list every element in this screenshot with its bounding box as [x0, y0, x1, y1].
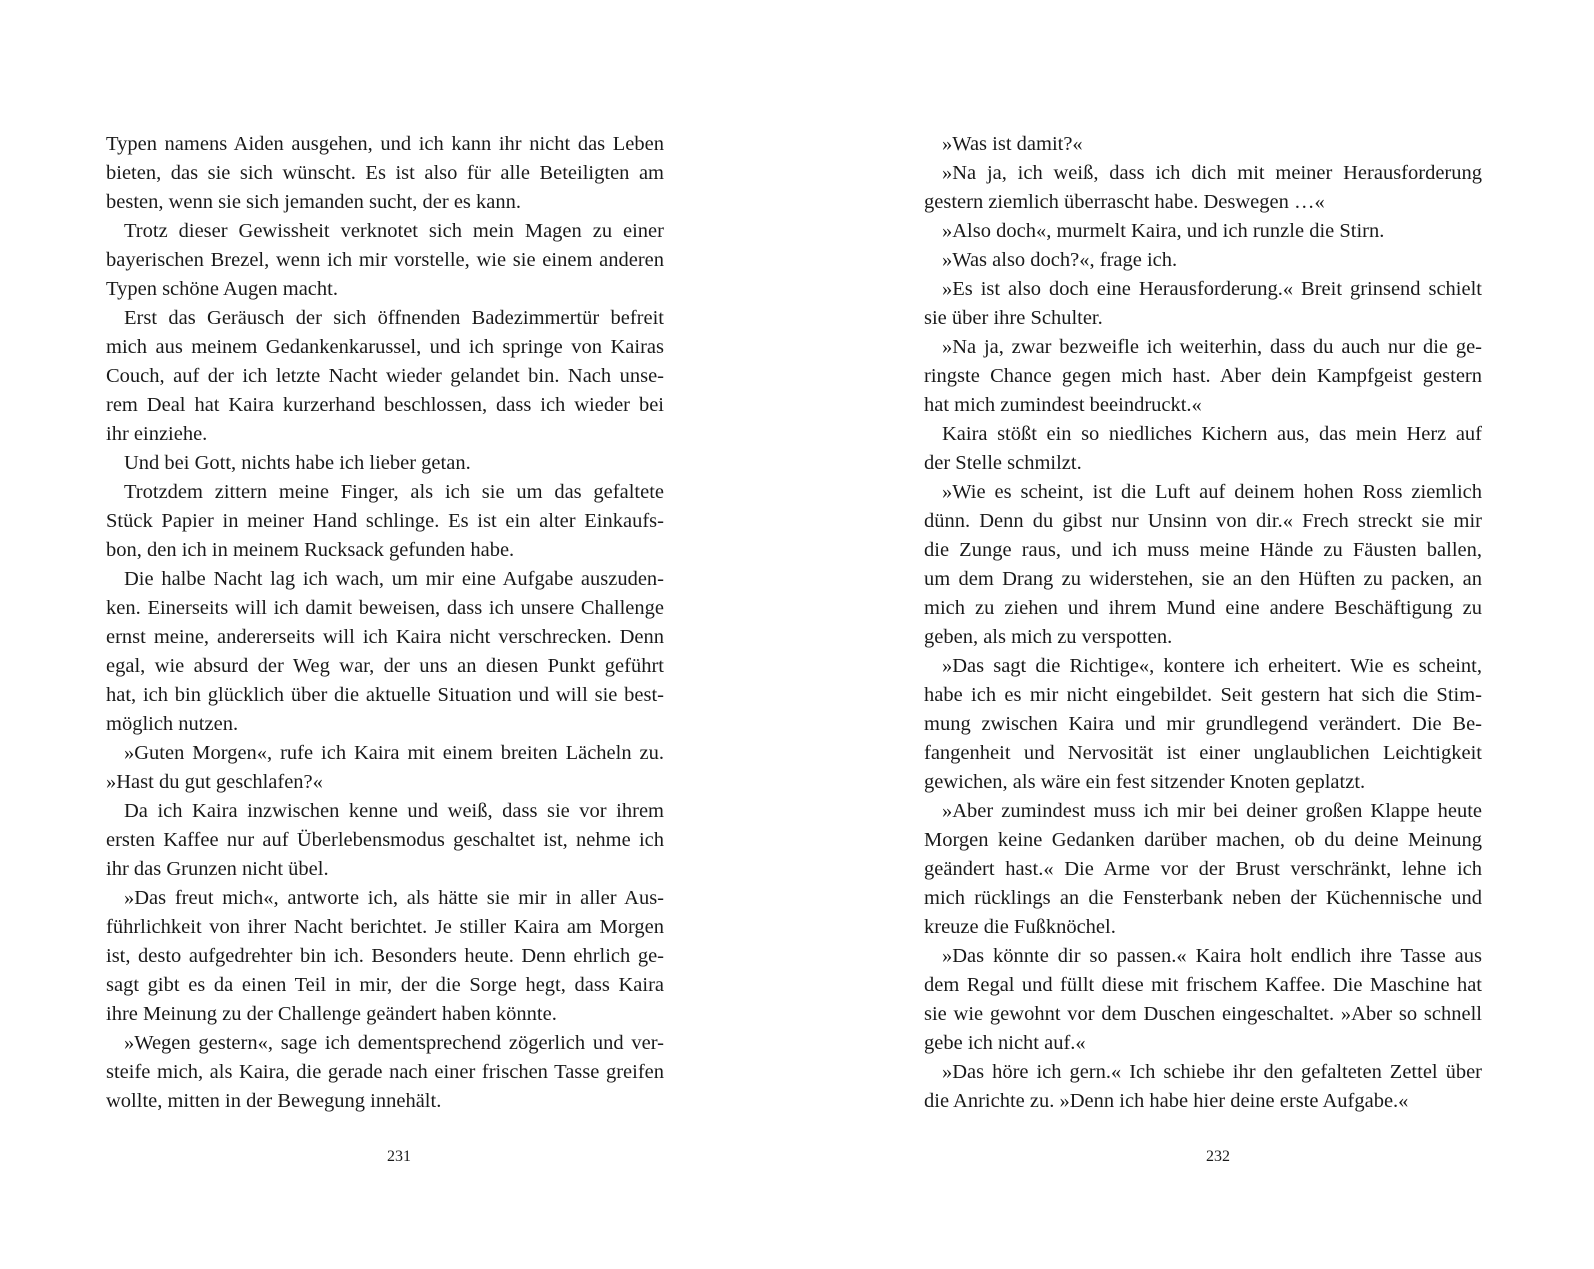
text-line: egal, wie absurd der Weg war, der uns an diesen Punkt geführt	[106, 655, 664, 677]
text-line: ernst meine, andererseits will ich Kaira nicht verschrecken. Denn	[106, 626, 664, 648]
page-number-right: 232	[1206, 1148, 1230, 1165]
left-page-text	[106, 130, 664, 1116]
text-line: ihre Meinung zu der Challenge geändert haben könnte.	[106, 1003, 557, 1025]
text-line: »Guten Morgen«, rufe ich Kaira mit einem breiten Lächeln zu.	[124, 742, 664, 764]
text-line: hat, ich bin glücklich über die aktuelle Situation und will sie best-	[106, 684, 664, 706]
text-line: »Es ist also doch eine Herausforderung.« Breit grinsend schielt	[942, 278, 1482, 300]
text-line: »Na ja, ich weiß, dass ich dich mit meiner Herausforderung	[942, 162, 1482, 184]
text-line: rem Deal hat Kaira kurzerhand beschlossen, dass ich wieder bei	[106, 394, 664, 416]
text-line: »Das könnte dir so passen.« Kaira holt endlich ihre Tasse aus	[942, 945, 1482, 967]
text-line: Kaira stößt ein so niedliches Kichern aus, das mein Herz auf	[942, 423, 1482, 445]
text-line: »Na ja, zwar bezweifle ich weiterhin, dass du auch nur die ge-	[942, 336, 1482, 358]
text-line: Couch, auf der ich letzte Nacht wieder gelandet bin. Nach unse-	[106, 365, 664, 387]
text-line: hat mich zumindest beeindruckt.«	[924, 394, 1202, 416]
text-line: dünn. Denn du gibst nur Unsinn von dir.« Frech streckt sie mir	[924, 510, 1482, 532]
text-line: »Was also doch?«, frage ich.	[942, 249, 1178, 271]
text-line: Stück Papier in meiner Hand schlinge. Es ist ein alter Einkaufs-	[106, 510, 664, 532]
text-line: ihr einziehe.	[106, 423, 208, 445]
text-line: der Stelle schmilzt.	[924, 452, 1082, 474]
text-line: Und bei Gott, nichts habe ich lieber getan.	[124, 452, 471, 474]
text-line: geben, als mich zu verspotten.	[924, 626, 1173, 648]
text-line: »Das freut mich«, antworte ich, als hätte sie mir in aller Aus-	[124, 887, 664, 909]
text-line: ringste Chance gegen mich hast. Aber dein Kampfgeist gestern	[924, 365, 1482, 387]
text-line: sie über ihre Schulter.	[924, 307, 1103, 329]
text-line: sie wie gewohnt vor dem Duschen eingeschaltet. »Aber so schnell	[924, 1003, 1482, 1025]
text-line: ersten Kaffee nur auf Überlebensmodus geschaltet ist, nehme ich	[106, 829, 664, 851]
text-line: sagt gibt es da einen Teil in mir, der die Sorge hegt, dass Kaira	[106, 974, 664, 996]
text-line: gebe ich nicht auf.«	[924, 1032, 1086, 1054]
text-line: Die halbe Nacht lag ich wach, um mir eine Aufgabe auszuden-	[124, 568, 664, 590]
text-line: »Aber zumindest muss ich mir bei deiner großen Klappe heute	[942, 800, 1482, 822]
text-line: steife mich, als Kaira, die gerade nach einer frischen Tasse greifen	[106, 1061, 664, 1083]
text-line: »Wegen gestern«, sage ich dementsprechend zögerlich und ver-	[124, 1032, 664, 1054]
text-line: besten, wenn sie sich jemanden sucht, der es kann.	[106, 191, 522, 213]
text-line: Trotzdem zittern meine Finger, als ich sie um das gefaltete	[124, 481, 664, 503]
text-line: gewichen, als wäre ein fest sitzender Knoten geplatzt.	[924, 771, 1366, 793]
text-line: »Das sagt die Richtige«, kontere ich erheitert. Wie es scheint,	[942, 655, 1482, 677]
text-line: fangenheit und Nervosität ist einer unglaublichen Leichtigkeit	[924, 742, 1482, 764]
text-line: »Also doch«, murmelt Kaira, und ich runzle die Stirn.	[942, 220, 1385, 242]
text-line: mung zwischen Kaira und mir grundlegend verändert. Die Be-	[924, 713, 1482, 735]
text-line: führlichkeit von ihrer Nacht berichtet. Je stiller Kaira am Morgen	[106, 916, 664, 938]
text-line: mich zu ziehen und ihrem Mund eine andere Beschäftigung zu	[924, 597, 1482, 619]
text-line: mich rücklings an die Fensterbank neben der Küchennische und	[924, 887, 1482, 909]
text-line: möglich nutzen.	[106, 713, 239, 735]
text-line: ken. Einerseits will ich damit beweisen, dass ich unsere Challenge	[106, 597, 664, 619]
text-line: gestern ziemlich überrascht habe. Deswegen …«	[924, 191, 1325, 213]
text-line: bon, den ich in meinem Rucksack gefunden habe.	[106, 539, 515, 561]
text-line: die Zunge raus, und ich muss meine Hände zu Fäusten ballen,	[924, 539, 1482, 561]
text-line: »Wie es scheint, ist die Luft auf deinem hohen Ross ziemlich	[942, 481, 1482, 503]
text-line: »Das höre ich gern.« Ich schiebe ihr den gefalteten Zettel über	[942, 1061, 1482, 1083]
text-line: Typen namens Aiden ausgehen, und ich kann ihr nicht das Leben	[106, 133, 664, 155]
text-line: bayerischen Brezel, wenn ich mir vorstelle, wie sie einem anderen	[106, 249, 664, 271]
text-line: Trotz dieser Gewissheit verknotet sich mein Magen zu einer	[124, 220, 664, 242]
text-line: die Anrichte zu. »Denn ich habe hier deine erste Aufgabe.«	[924, 1090, 1409, 1112]
text-line: Typen schöne Augen macht.	[106, 278, 338, 300]
text-line: »Hast du gut geschlafen?«	[106, 771, 323, 793]
text-line: bieten, das sie sich wünscht. Es ist also für alle Beteiligten am	[106, 162, 664, 184]
text-line: habe ich es mir nicht eingebildet. Seit gestern hat sich die Stim-	[924, 684, 1482, 706]
page-number-left: 231	[387, 1148, 411, 1165]
text-line: ist, desto aufgedrehter bin ich. Besonders heute. Denn ehrlich ge-	[106, 945, 664, 967]
text-line: Da ich Kaira inzwischen kenne und weiß, dass sie vor ihrem	[124, 800, 664, 822]
text-line: ihr das Grunzen nicht übel.	[106, 858, 329, 880]
text-line: geändert hast.« Die Arme vor der Brust verschränkt, lehne ich	[924, 858, 1482, 880]
text-line: dem Regal und füllt diese mit frischem Kaffee. Die Maschine hat	[924, 974, 1482, 996]
text-line: kreuze die Fußknöchel.	[924, 916, 1116, 938]
text-line: Erst das Geräusch der sich öffnenden Badezimmertür befreit	[124, 307, 664, 329]
text-line: um dem Drang zu widerstehen, sie an den Hüften zu packen, an	[924, 568, 1482, 590]
text-line: »Was ist damit?«	[942, 133, 1083, 155]
right-page-text	[924, 130, 1482, 1116]
text-line: wollte, mitten in der Bewegung innehält.	[106, 1090, 442, 1112]
text-line: Morgen keine Gedanken darüber machen, ob du deine Meinung	[924, 829, 1482, 851]
text-line: mich aus meinem Gedankenkarussel, und ich springe von Kairas	[106, 336, 664, 358]
